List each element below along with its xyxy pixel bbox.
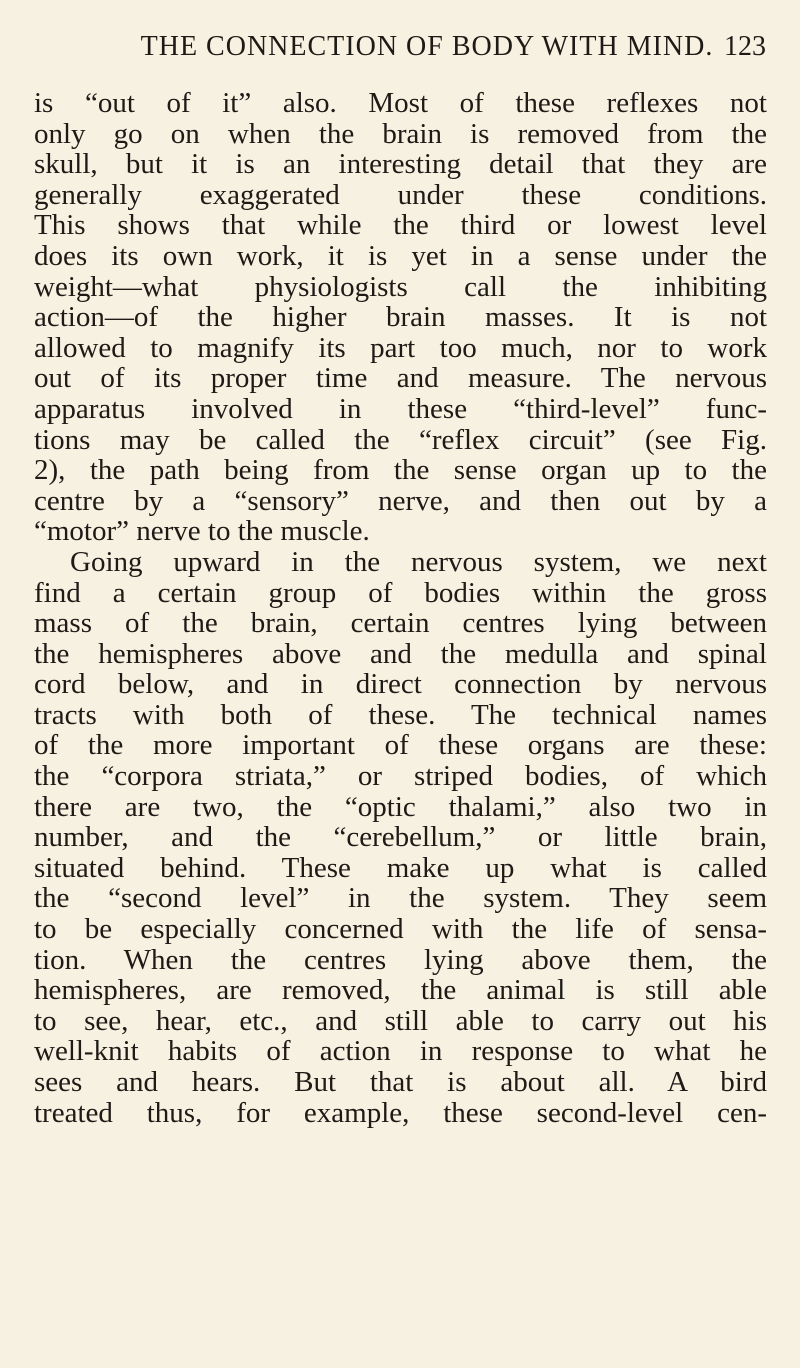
text-line: sees and hears. But that is about all. A bird: [34, 1066, 767, 1098]
text-line: the “second level” in the system. They seem: [34, 882, 767, 915]
text-line: is “out of it” also. Most of these reflexes not: [34, 87, 767, 119]
text-line: cord below, and in direct connection by nervous: [34, 668, 767, 701]
text-line: only go on when the brain is removed from the: [34, 117, 767, 150]
text-line: hemispheres, are removed, the animal is still able: [34, 974, 767, 1007]
text-line: of the more important of these organs are these:: [34, 729, 767, 762]
text-line: well-knit habits of action in response to what he: [34, 1035, 767, 1068]
text-line: 2), the path being from the sense organ up to the: [34, 454, 767, 487]
text-line: weight—what physiologists call the inhibiting: [34, 270, 767, 303]
text-line: the “corpora striata,” or striped bodies, of which: [34, 760, 767, 793]
text-line: find a certain group of bodies within the gross: [34, 576, 767, 609]
text-line: skull, but it is an interesting detail that they are: [34, 148, 767, 181]
text-line: number, and the “cerebellum,” or little brain,: [34, 821, 767, 854]
body-text: [34, 88, 767, 1128]
text-line-paragraph-start: Going upward in the nervous system, we next: [70, 545, 767, 578]
text-line: does its own work, it is yet in a sense under the: [34, 239, 767, 272]
text-line: to see, hear, etc., and still able to carry out his: [34, 1004, 767, 1037]
text-line: there are two, the “optic thalami,” also two in: [34, 790, 767, 823]
text-line: apparatus involved in these “third-level” func-: [34, 392, 767, 425]
text-line: mass of the brain, certain centres lying between: [34, 607, 767, 640]
text-line: out of its proper time and measure. The nervous: [34, 362, 767, 395]
text-line: treated thus, for example, these second-level cen-: [34, 1096, 767, 1129]
text-line: tions may be called the “reflex circuit” (see Fig.: [34, 423, 767, 456]
page-number: 123: [724, 31, 766, 62]
text-line: to be especially concerned with the life of sensa-: [34, 913, 767, 946]
text-line: situated behind. These make up what is called: [34, 851, 767, 884]
text-line: This shows that while the third or lowest level: [34, 209, 767, 242]
text-line: tion. When the centres lying above them, the: [34, 943, 767, 976]
running-head: THE CONNECTION OF BODY WITH MIND.: [140, 31, 714, 62]
text-line: centre by a “sensory” nerve, and then out by a: [34, 484, 767, 517]
text-line: tracts with both of these. The technical names: [34, 698, 767, 731]
text-line-paragraph-end: “motor” nerve to the muscle.: [34, 515, 370, 548]
text-line: action—of the higher brain masses. It is not: [34, 301, 767, 334]
text-line: the hemispheres above and the medulla and spinal: [34, 637, 767, 670]
text-line: generally exaggerated under these conditions.: [34, 178, 767, 211]
text-line: allowed to magnify its part too much, nor to work: [34, 331, 767, 364]
